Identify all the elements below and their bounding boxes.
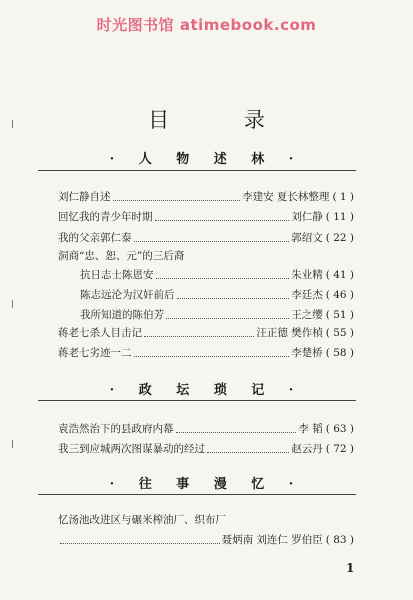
toc-entry[interactable] [80,306,354,322]
page-number: 1 [346,561,355,575]
entry-title: 抗日志士陈恩安 [80,269,154,281]
section-divider [38,170,356,171]
entry-author: 刘仁静 [291,211,323,223]
entry-author: 李建安 夏长林整理 [242,191,330,203]
margin-mark [12,440,17,448]
entry-author: 李 韬 [298,423,323,435]
toc-entry[interactable] [58,420,354,436]
toc-entry[interactable] [58,188,354,204]
entry-author: 汪正德 樊作楨 [256,327,323,339]
entry-title: 袁浩然治下的县政府内幕 [58,423,174,435]
entry-author: 朱业精 [291,269,323,281]
entry-title: 回忆我的青少年时期 [58,211,153,223]
leader-dots [113,199,241,201]
entry-page: ( 83 ) [325,534,354,546]
leader-dots [207,451,289,453]
leader-dots [176,431,297,433]
entry-title: 蒋老七杀人目击记 [58,327,142,339]
entry-title: 蒋老七劣迹一二 [58,347,132,359]
entry-title: 陈志远沦为汉奸前后 [80,289,175,301]
leader-dots [144,335,254,337]
entry-author: 聂炳南 刘连仁 罗伯臣 [221,534,323,546]
leader-dots [166,317,289,319]
toc-entry[interactable] [58,440,354,456]
toc-group-title[interactable]: 洞商“忠、恕、元”的三后裔 [58,250,185,262]
leader-dots [177,297,290,299]
toc-entry[interactable] [58,324,354,340]
section-heading-people: · 人 物 述 林 · [109,152,304,167]
entry-page: ( 11 ) [325,211,354,223]
entry-title: 我所知道的陈伯芳 [80,309,164,321]
page-title: 目 录 [148,108,299,132]
section-divider [38,494,356,495]
leader-dots [60,542,220,544]
entry-author: 王之缨 [291,309,323,321]
toc-entry[interactable] [58,344,354,360]
entry-page: ( 63 ) [325,423,354,435]
entry-author: 赵云丹 [291,443,323,455]
margin-mark [12,300,17,308]
section-heading-politics: · 政 坛 琐 记 · [109,383,304,398]
leader-dots [155,219,290,221]
entry-page: ( 46 ) [325,289,354,301]
entry-author: 郭绍文 [291,232,323,244]
leader-dots [134,355,290,357]
entry-title: 我的父亲郭仁泰 [58,232,132,244]
toc-entry[interactable] [58,229,354,245]
entry-page: ( 58 ) [325,347,354,359]
entry-page: ( 55 ) [325,327,354,339]
toc-entry[interactable] [80,266,354,282]
leader-dots [134,240,290,242]
watermark: 时光图书馆 atimebook.com [96,16,317,34]
toc-group-title[interactable]: 忆汤池改进区与碾米榨油厂、织布厂 [58,514,226,526]
toc-entry[interactable] [80,286,354,302]
entry-page: ( 22 ) [325,232,354,244]
margin-mark [12,120,17,128]
entry-title: 我三到应城两次图谋暴动的经过 [58,443,205,455]
entry-page: ( 1 ) [332,191,354,203]
section-divider [38,400,356,401]
section-heading-memories: · 往 事 漫 忆 · [109,477,304,492]
toc-entry[interactable] [58,208,354,224]
leader-dots [156,277,290,279]
entry-author: 李楚桥 [291,347,323,359]
toc-entry[interactable] [58,531,354,547]
entry-title: 刘仁静自述 [58,191,111,203]
entry-page: ( 51 ) [325,309,354,321]
entry-page: ( 41 ) [325,269,354,281]
entry-author: 李廷杰 [291,289,323,301]
entry-page: ( 72 ) [325,443,354,455]
